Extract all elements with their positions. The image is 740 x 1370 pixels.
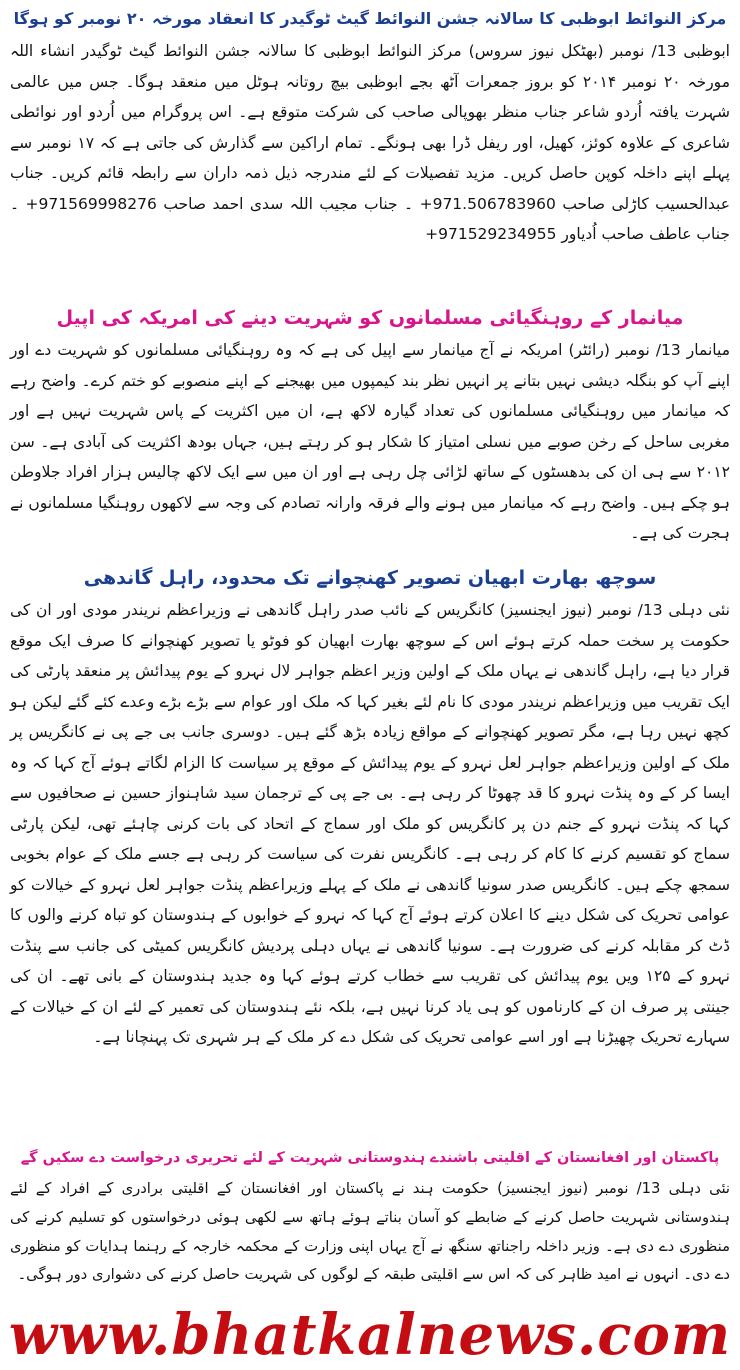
website-url-link[interactable]: www.bhatkalnews.com <box>8 1302 732 1368</box>
headline: پاکستان اور افغانستان کے اقلیتی باشندے ہندوستانی شہریت کے لئے تحریری درخواست دے سکیں گے <box>20 1150 720 1166</box>
article-body <box>10 335 730 549</box>
article-swachh-bharat <box>10 563 730 1053</box>
article-citizenship <box>10 1143 730 1290</box>
headline: سوچھ بھارت ابھیان تصویر کھنچوانے تک محدود، راہل گاندھی <box>83 567 657 589</box>
headline: میانمار کے روہنگیائی مسلمانوں کو شہریت دینے کی امریکہ کی اپیل <box>56 307 684 329</box>
headline: مرکز النوائط ابوظبی کا سالانہ جشن النوائط گیٹ ٹوگیدر کا انعقاد مورخہ ۲۰ نومبر کو ہوگا <box>13 9 727 28</box>
article-paragraph: ابوظبی 13/ نومبر (بھٹکل نیوز سروس) مرکز النوائط ابوظبی کا سالانہ جشن النوائط گیٹ ٹوگیدر انشاء اللہ مورخہ ۲۰ نومبر ۲۰۱۴ کو بروز جمعرات آٹھ بجے ابوظبی بیچ روتانہ ہوٹل میں منعقد ہوگا۔ جس میں عالمی شہرت یافتہ اُردو شاعر جناب منظر بھوپالی صاحب کی شرکت متوقع ہے۔ اس پروگرام میں اُردو اور نوائطی شاعری کے علاوہ کوئز، کھیل، اور ریفل ڈرا بھی ہونگے۔ تمام اراکین سے گذارش کی جاتی ہے کہ ۱۷ نومبر سے پہلے اپنے داخلہ کوپن حاصل کریں۔ مزید تفصیلات کے لئے مندرجہ ذیل ذمہ داران سے رابطہ قائم کریں۔ جناب عبدالحسیب کاڑلی صاحب 971.506783960+ ۔ جناب مجیب اللہ سدی احمد صاحب 971569998276+ ۔ جناب عاطف صاحب اُدیاور 971529234955+ <box>10 42 730 243</box>
article-myanmar-appeal <box>10 303 730 549</box>
article-body <box>10 595 730 1053</box>
article-paragraph: میانمار 13/ نومبر (رائٹر) امریکہ نے آج میانمار سے اپیل کی ہے کہ وہ روہنگیائی مسلمانوں کو شہریت دے اور اپنے آپ کو بنگلہ دیشی نہیں بتانے پر انہیں نظر بند کیمپوں میں بھیجنے کے اپنے منصوبے کو ختم کرے۔ واضح رہے کہ میانمار میں روہنگیائی مسلمانوں کی تعداد گیارہ لاکھ ہے، ان میں اکثریت کے پاس شہریت نہیں ہے اور مغربی ساحل کے رخن صوبے میں نسلی امتیاز کا شکار ہو کر رہتے ہیں، جہاں بودھ اکثریت کی آبادی ہے۔ سن ۲۰۱۲ سے ہی ان کی بدھسٹوں کے ساتھ لڑائی چل رہی ہے اور ان میں سے ایک لاکھ چالیس ہزار افراد جلاوطن ہو چکے ہیں۔ واضح رہے کہ میانمار میں ہونے والے فرقہ وارانہ تصادم کی وجہ سے لاکھوں روہنگیا مسلمانوں نے ہجرت کی ہے۔ <box>10 341 730 542</box>
article-body <box>10 36 730 250</box>
article-body <box>10 1175 730 1290</box>
article-abu-dhabi-event <box>10 4 730 250</box>
article-paragraph: نئی دہلی 13/ نومبر (نیوز ایجنسیز) کانگریس کے نائب صدر راہل گاندھی نے وزیراعظم نریندر مودی اور ان کی حکومت پر سخت حملہ کرتے ہوئے اس کے سوچھ بھارت ابھیان کو فوٹو یا تصویر کھنچوانے کا صرف ایک موقع قرار دیا ہے، راہل گاندھی نے یہاں ملک کے اولین وزیر اعظم جواہر لال نہرو کے یوم پیدائش پر منعقد پارٹی کی ایک تقریب میں وزیراعظم نریندر مودی کا نام لئے بغیر کہا کہ ملک اور عوام سے بڑے بڑے وعدے کئے گئے لیکن ہو کچھ نہیں رہا ہے، مگر تصویر کھنچوانے کے مواقع زیادہ بڑھ گئے ہیں۔ دوسری جانب بی جے پی نے کانگریس پر ملک کے اولین وزیراعظم جواہر لعل نہرو کے یوم پیدائش کے موقع پر سیاست کا الزام لگاتے ہوئے آج کہا کہ وہ ایسا کر کے وہ پنڈت نہرو کا قد چھوٹا کر رہی ہے۔ بی جے پی کے ترجمان سید شاہنواز حسین نے صحافیوں سے کہا کہ پنڈت نہرو کے جنم دن پر کانگریس کو ملک اور سماج کے اتحاد کی بات کرنی چاہئے تھی، لیکن پارٹی سماج کو تقسیم کرنے کا کام کر رہی ہے۔ کانگریس نفرت کی سیاست کر رہی ہے جسے ملک کے عوام بخوبی سمجھ چکے ہیں۔ کانگریس صدر سونیا گاندھی نے ملک کے پہلے وزیراعظم پنڈت جواہر لعل نہرو کے خیالات کو عوامی تحریک کی شکل دینے کا اعلان کرتے ہوئے آج کہا کہ نہرو کے خوابوں کے ہندوستان کو تباہ کرنے والوں کا ڈٹ کر مقابلہ کرنے کی ضرورت ہے۔ سونیا گاندھی نے یہاں دہلی پردیش کانگریس کمیٹی کی جانب سے پنڈت نہرو کے ۱۲۵ ویں یوم پیدائش کی تقریب سے خطاب کرتے ہوئے کہا وہ جدید ہندوستان کے بانی تھے۔ ان کی جینتی پر صرف ان کے کارناموں کو ہی یاد کرنا نہیں ہے، بلکہ نئے ہندوستان کی تعمیر کے لئے ان کے خیالات کے سہارے تحریک چھیڑنا ہے اور اسے عوامی تحریک کی شکل دے کر ملک کے ہر شہری تک پہنچانا ہے۔ <box>10 601 731 1046</box>
article-paragraph: نئی دہلی 13/ نومبر (نیوز ایجنسیز) حکومت ہند نے پاکستان اور افغانستان کے اقلیتی برادری کے افراد کے لئے ہندوستانی شہریت حاصل کرنے کے ضابطے کو آسان بناتے ہوئے ہاتھ سے لکھی ہوئی درخواستوں کو تسلیم کرنے کی منظوری دے دی ہے۔ وزیر داخلہ راجناتھ سنگھ نے آج یہاں اپنی وزارت کے محکمہ خارجہ کے رہنما ہدایات کو منظوری دے دی۔ انہوں نے امید ظاہر کی کہ اس سے اقلیتی طبقہ کے لوگوں کی شہریت حاصل کرنے کی دشواری دور ہوگی۔ <box>10 1180 730 1284</box>
